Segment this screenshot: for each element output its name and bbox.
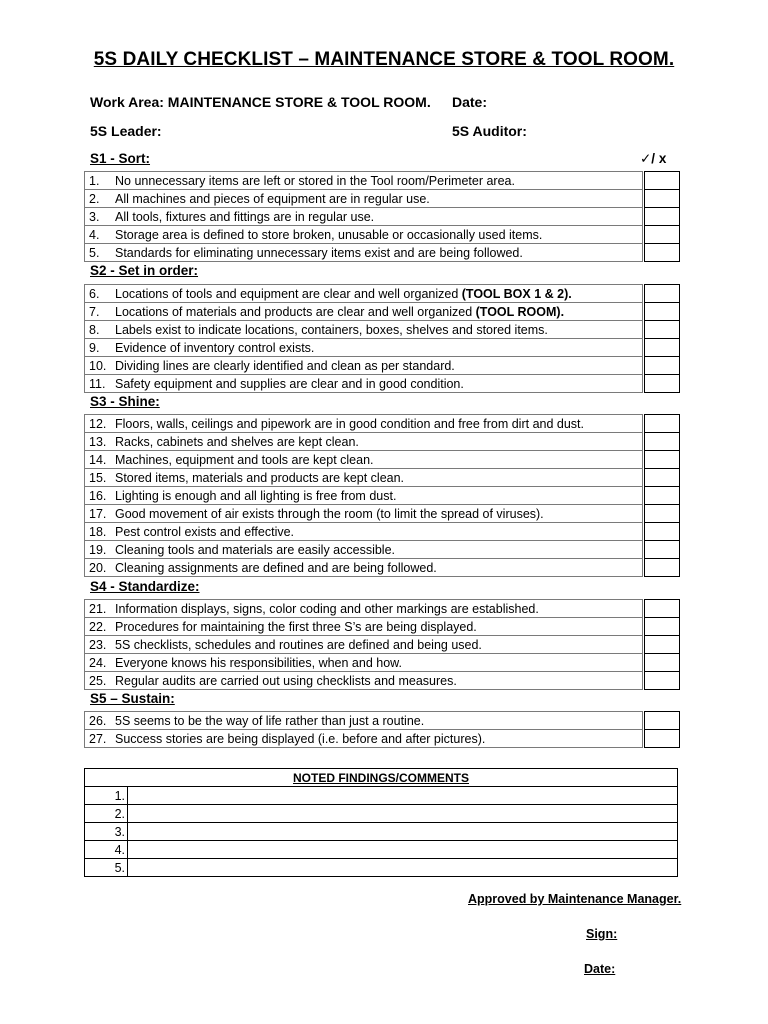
checkbox-cell[interactable] — [645, 712, 680, 730]
item-number: 11. — [89, 376, 106, 391]
checkbox-cell[interactable] — [645, 433, 680, 451]
item-bold-note: (TOOL BOX 1 & 2). — [461, 286, 572, 301]
findings-comment-field[interactable] — [128, 823, 678, 841]
item-number: 26. — [89, 713, 107, 728]
date-label: Date: — [452, 94, 488, 110]
checklist-row — [85, 469, 680, 487]
item-text: Machines, equipment and tools are kept clean. — [115, 452, 374, 467]
item-number: 4. — [89, 227, 100, 242]
findings-table — [84, 768, 678, 877]
item-text: No unnecessary items are left or stored in the Tool room/Perimeter area. — [115, 173, 515, 188]
checkbox-cell[interactable] — [645, 244, 680, 262]
checklist-item — [85, 559, 643, 577]
item-number: 24. — [89, 655, 107, 670]
checklist-row — [85, 321, 680, 339]
checkbox-cell[interactable] — [645, 226, 680, 244]
item-number: 16. — [89, 488, 107, 503]
checklist-row — [85, 487, 680, 505]
checklist-table — [84, 599, 680, 690]
checklist-row — [85, 636, 680, 654]
checklist-item — [85, 469, 643, 487]
checklist-item — [85, 339, 643, 357]
item-number: 19. — [89, 542, 107, 557]
checklist-table — [84, 171, 680, 262]
checklist-item — [85, 541, 643, 559]
findings-row — [85, 787, 678, 805]
section-title: S3 - Shine: — [90, 394, 160, 409]
check-mark-header: ✓/ x — [640, 151, 667, 166]
checkbox-cell[interactable] — [645, 730, 680, 748]
checkbox-cell[interactable] — [645, 672, 680, 690]
item-number: 15. — [89, 470, 107, 485]
checklist-row — [85, 172, 680, 190]
checklist-row — [85, 339, 680, 357]
item-number: 14. — [89, 452, 107, 467]
item-number: 3. — [89, 209, 100, 224]
checkbox-cell[interactable] — [645, 285, 680, 303]
checklist-row — [85, 600, 680, 618]
checklist-row — [85, 357, 680, 375]
item-number: 8. — [89, 322, 100, 337]
item-number: 5. — [89, 245, 100, 260]
checklist-item — [85, 712, 643, 730]
checkbox-cell[interactable] — [645, 559, 680, 577]
checklist-item — [85, 244, 643, 262]
checklist-item — [85, 730, 643, 748]
checklist-item — [85, 487, 643, 505]
item-number: 23. — [89, 637, 107, 652]
checklist-row — [85, 190, 680, 208]
item-text: 5S seems to be the way of life rather than just a routine. — [115, 713, 425, 728]
checkbox-cell[interactable] — [645, 654, 680, 672]
item-text: Storage area is defined to store broken, unusable or occasionally used items. — [115, 227, 543, 242]
item-text: Locations of tools and equipment are clear and well organized — [115, 286, 462, 301]
item-number: 18. — [89, 524, 107, 539]
checkbox-cell[interactable] — [645, 190, 680, 208]
section-title: S5 – Sustain: — [90, 691, 175, 706]
checklist-item — [85, 172, 643, 190]
sign-label: Sign: — [586, 927, 618, 941]
checklist-item — [85, 303, 643, 321]
auditor-label: 5S Auditor: — [452, 123, 527, 139]
item-text: Cleaning assignments are defined and are being followed. — [115, 560, 437, 575]
findings-comment-field[interactable] — [128, 805, 678, 823]
checklist-item — [85, 600, 643, 618]
item-text: Racks, cabinets and shelves are kept clean. — [115, 434, 359, 449]
checkbox-cell[interactable] — [645, 505, 680, 523]
item-text: Lighting is enough and all lighting is free from dust. — [115, 488, 397, 503]
checklist-item — [85, 357, 643, 375]
work-area-label: Work Area: MAINTENANCE STORE & TOOL ROOM. — [90, 94, 431, 110]
checklist-item — [85, 190, 643, 208]
item-text: Stored items, materials and products are kept clean. — [115, 470, 405, 485]
checklist-item — [85, 636, 643, 654]
checklist-row — [85, 375, 680, 393]
checkbox-cell[interactable] — [645, 375, 680, 393]
checklist-row — [85, 523, 680, 541]
checklist-item — [85, 523, 643, 541]
item-bold-note: (TOOL ROOM). — [475, 304, 565, 319]
checkbox-cell[interactable] — [645, 357, 680, 375]
leader-label: 5S Leader: — [90, 123, 162, 139]
item-text: Evidence of inventory control exists. — [115, 340, 315, 355]
checklist-row — [85, 505, 680, 523]
item-text: Regular audits are carried out using checklists and measures. — [115, 673, 457, 688]
findings-row — [85, 823, 678, 841]
section-title: S4 - Standardize: — [90, 579, 200, 594]
checklist-row — [85, 541, 680, 559]
findings-row — [85, 841, 678, 859]
item-number: 22. — [89, 619, 107, 634]
approval-date-label: Date: — [584, 962, 616, 976]
checkbox-cell[interactable] — [645, 600, 680, 618]
checklist-row — [85, 618, 680, 636]
checklist-item — [85, 451, 643, 469]
item-text: Everyone knows his responsibilities, when and how. — [115, 655, 402, 670]
checklist-item — [85, 415, 643, 433]
checklist-row — [85, 415, 680, 433]
item-number: 2. — [89, 191, 100, 206]
checkbox-cell[interactable] — [645, 172, 680, 190]
checklist-item — [85, 208, 643, 226]
checklist-row — [85, 712, 680, 730]
checkbox-cell[interactable] — [645, 523, 680, 541]
checklist-item — [85, 321, 643, 339]
checklist-item — [85, 672, 643, 690]
item-number: 7. — [89, 304, 100, 319]
item-text: Safety equipment and supplies are clear and in good condition. — [115, 376, 464, 391]
checkbox-cell[interactable] — [645, 339, 680, 357]
item-text: Standards for eliminating unnecessary items exist and are being followed. — [115, 245, 523, 260]
item-text: All tools, fixtures and fittings are in regular use. — [115, 209, 375, 224]
section-title: S2 - Set in order: — [90, 263, 199, 278]
findings-number: 3. — [85, 823, 128, 841]
item-text: 5S checklists, schedules and routines are defined and being used. — [115, 637, 482, 652]
item-text: Locations of materials and products are clear and well organized — [115, 304, 476, 319]
checkbox-cell[interactable] — [645, 469, 680, 487]
checklist-row — [85, 226, 680, 244]
checkbox-cell[interactable] — [645, 541, 680, 559]
approved-by-label: Approved by Maintenance Manager. — [468, 892, 682, 906]
item-number: 1. — [89, 173, 100, 188]
checklist-item — [85, 505, 643, 523]
checklist-row — [85, 654, 680, 672]
checkbox-cell[interactable] — [645, 208, 680, 226]
item-text: Dividing lines are clearly identified and clean as per standard. — [115, 358, 455, 373]
section-title: S1 - Sort: — [90, 151, 151, 166]
checkbox-cell[interactable] — [645, 415, 680, 433]
page-title: 5S DAILY CHECKLIST – MAINTENANCE STORE & TOOL ROOM. — [93, 49, 675, 70]
item-number: 21. — [89, 601, 107, 616]
checklist-row — [85, 303, 680, 321]
findings-comment-field[interactable] — [128, 787, 678, 805]
checklist-item — [85, 285, 643, 303]
item-text: All machines and pieces of equipment are in regular use. — [115, 191, 430, 206]
item-text: Procedures for maintaining the first three S’s are being displayed. — [115, 619, 477, 634]
item-text: Good movement of air exists through the room (to limit the spread of viruses). — [115, 506, 544, 521]
findings-number: 4. — [85, 841, 128, 859]
findings-row — [85, 805, 678, 823]
findings-comment-field[interactable] — [128, 841, 678, 859]
checkbox-cell[interactable] — [645, 451, 680, 469]
item-number: 12. — [89, 416, 107, 431]
findings-comment-field[interactable] — [128, 859, 678, 877]
checklist-row — [85, 208, 680, 226]
checkbox-cell[interactable] — [645, 618, 680, 636]
item-number: 9. — [89, 340, 100, 355]
item-text: Cleaning tools and materials are easily accessible. — [115, 542, 396, 557]
checklist-row — [85, 451, 680, 469]
checklist-item — [85, 618, 643, 636]
item-number: 10. — [89, 358, 107, 373]
findings-number: 5. — [85, 859, 128, 877]
item-text: Floors, walls, ceilings and pipework are in good condition and free from dirt and dust. — [115, 416, 585, 431]
checklist-table — [84, 414, 680, 577]
item-text: Success stories are being displayed (i.e. before and after pictures). — [115, 731, 486, 746]
item-text: Information displays, signs, color coding and other markings are established. — [115, 601, 539, 616]
findings-header: NOTED FINDINGS/COMMENTS — [85, 769, 678, 787]
checkbox-cell[interactable] — [645, 321, 680, 339]
item-number: 25. — [89, 673, 107, 688]
checklist-row — [85, 285, 680, 303]
checklist-row — [85, 559, 680, 577]
item-text: Labels exist to indicate locations, containers, boxes, shelves and stored items. — [115, 322, 548, 337]
checklist-item — [85, 433, 643, 451]
findings-number: 1. — [85, 787, 128, 805]
item-number: 27. — [89, 731, 107, 746]
checklist-item — [85, 375, 643, 393]
checklist-item — [85, 654, 643, 672]
checklist-table — [84, 284, 680, 393]
checkbox-cell[interactable] — [645, 487, 680, 505]
checklist-row — [85, 672, 680, 690]
checkbox-cell[interactable] — [645, 303, 680, 321]
findings-row — [85, 859, 678, 877]
checklist-item — [85, 226, 643, 244]
item-text: Pest control exists and effective. — [115, 524, 295, 539]
checkbox-cell[interactable] — [645, 636, 680, 654]
item-number: 13. — [89, 434, 107, 449]
checklist-table — [84, 711, 680, 748]
checklist-row — [85, 244, 680, 262]
checklist-row — [85, 433, 680, 451]
item-number: 6. — [89, 286, 100, 301]
findings-number: 2. — [85, 805, 128, 823]
checklist-row — [85, 730, 680, 748]
item-number: 20. — [89, 560, 107, 575]
item-number: 17. — [89, 506, 107, 521]
